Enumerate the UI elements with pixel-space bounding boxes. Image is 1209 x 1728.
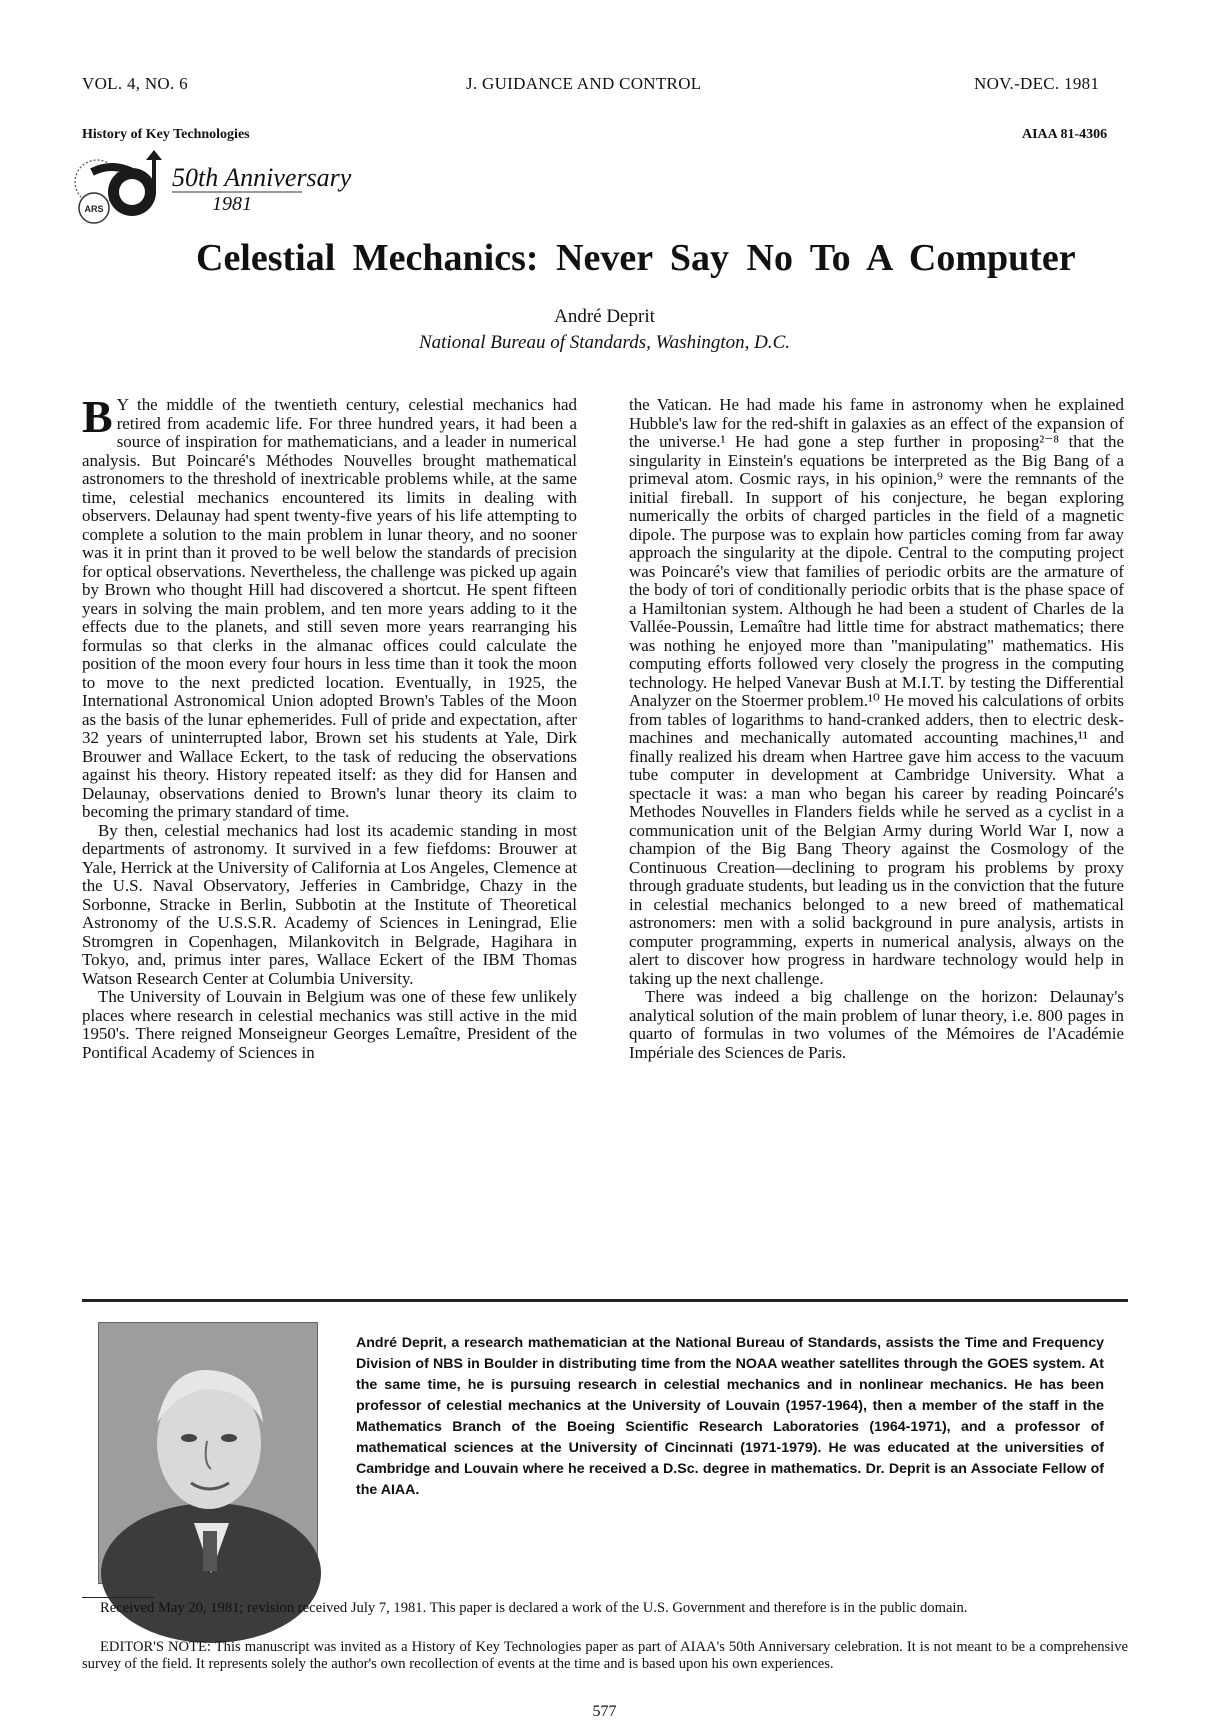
author-name: André Deprit — [554, 306, 655, 327]
paragraph-4: There was indeed a big challenge on the horizon: Delaunay's analytical solution of the main problem of lunar theory, i.e. 800 pages in quarto of formulas in two volumes of the Mémoires de l'Académie Impériale des Sciences de Paris. — [629, 987, 1124, 1062]
article-title: Celestial Mechanics: Never Say No To A Computer — [196, 237, 1076, 279]
section-label: History of Key Technologies — [82, 127, 250, 142]
received-note: Received May 20, 1981; revision received July 7, 1981. This paper is declared a work of the U.S. Government and therefore is in the public domain. — [100, 1600, 968, 1616]
paper-id: AIAA 81-4306 — [1022, 127, 1108, 142]
badge-text: ARS — [84, 204, 104, 214]
issue-date: NOV.-DEC. 1981 — [974, 74, 1100, 93]
journal-name: J. GUIDANCE AND CONTROL — [466, 74, 702, 93]
right-column — [629, 396, 1124, 1062]
drop-cap: B — [82, 391, 113, 442]
editors-note: EDITOR'S NOTE: This manuscript was invited as a History of Key Technologies paper as part of AIAA's 50th Anniversary celebration. It is not meant to be a comprehensive survey of the field. It represents solely the author's own recollection of events at the time and is based upon his own experiences. — [82, 1639, 1128, 1672]
paragraph-1: B Y the middle of the twentieth century, celestial mechanics had retired from academic life. For three hundred years, it had been a source of inspiration for mathematicians, and a leader in numerical analysis. But Poincaré's Méthodes Nouvelles brought mathematical astronomers to the threshold of inextricable problems while, at the same time, celestial mechanics encountered its limits in dealing with observers. Delaunay had spent twenty-five years of his life attempting to complete a solution to the main problem in lunar theory, and no sooner was it in print than it proved to be well below the standards of precision for optical observations. Nevertheless, the challenge was picked up again by Brown who thought Hill had discovered a shortcut. He spent fifteen years in solving the main problem, and ten more years adding to it the effects due to the planets, and still seven more years rearranging his formulas so that clerks in the almanac offices could calculate the position of the moon every four hours in less time than it took the moon to move to the next predicted location. Eventually, in 1925, the International Astronomical Union adopted Brown's Tables of the Moon as the basis of the lunar ephemerides. Full of pride and expectation, after 32 years of uninterrupted labor, Brown set his students at Yale, Dirk Brouwer and Wallace Eckert, to the task of reducing the observations against his theory. History repeated itself: as they did for Hansen and Delaunay, observations denied to Brown's lunar theory its claim to becoming the primary standard of time. — [82, 391, 577, 821]
left-column — [82, 391, 578, 1062]
anniversary-year: 1981 — [212, 193, 252, 215]
author-photo — [98, 1322, 318, 1584]
footnote-rule — [82, 1597, 154, 1598]
paragraph-3-continued: the Vatican. He had made his fame in astronomy when he explained Hubble's law for the red-shift in galaxies as an effect of the expansion of the universe.¹ He had gone a step further in proposing²⁻⁸ that the singularity in Einstein's equations be interpreted as the Big Bang of a primeval atom. Cosmic rays, in his opinion,⁹ were the remnants of the initial fireball. In support of his conjecture, he began exploring numerically the orbits of charged particles in the field of a magnetic dipole. The purpose was to explain how particles coming from far away approach the singularity at the dipole. Central to the computing project was Poincaré's view that families of periodic orbits are the armature of the body of tori of conditionally periodic orbits that is the phase space of a Hamiltonian system. Although he had been a student of Charles de la Vallée-Poussin, Lemaître had little time for abstract mathematics; there was nothing he enjoyed more than "manipulating" mathematics. His computing efforts followed very closely the progress in the computing technology. He helped Vanevar Bush at M.I.T. by testing the Differential Analyzer on the Stoermer problem.¹⁰ He moved his calculations of orbits from tables of logarithms to hand-cranked adders, then to electric desk-machines and mechanically automated accounting machines,¹¹ and finally realized his dream when Hartree gave him access to the vacuum tube computer in development at Cambridge University. What a spectacle it was: a man who began his career by reading Poincaré's Methodes Nouvelles in Flanders fields while he served as a cyclist in a communication unit of the Belgian Army during World War I, now a champion of the Big Bang Theory against the Cosmology of the Continuous Creation—declining to program his problems by proxy through graduate students, but leading us in the conviction that the future in celestial mechanics belonged to a new breed of mathematical astronomers: men with a solid background in pure analysis, artists in computer programming, experts in numerical analysis, always on the alert to discover how progress in hardware technology would help in taking up the next challenge. — [629, 395, 1124, 988]
volume-label: VOL. 4, NO. 6 — [82, 74, 188, 93]
paragraph-2: By then, celestial mechanics had lost its academic standing in most departments of astronomy. It survived in a few fiefdoms: Brouwer at Yale, Herrick at the University of California at Los Angeles, Clemence at the U.S. Naval Observatory, Jefferies in Cambridge, Chazy in the Sorbonne, Stracke in Berlin, Subbotin at the Institute of Theoretical Astronomy of the U.S.S.R. Academy of Sciences in Leningrad, Elie Stromgren in Copenhagen, Milankovitch in Belgrade, Hagihara in Tokyo, and, primus inter pares, Wallace Eckert of the IBM Thomas Watson Research Center at Columbia University. — [82, 820, 578, 988]
anniversary-text: 50th Anniversary — [172, 163, 352, 192]
author-bio: André Deprit, a research mathematician at the National Bureau of Standards, assists the Time and Frequency Division of NBS in Boulder in distributing time from the NOAA weather satellites through the GOES system. At the same time, he is pursuing research in celestial mechanics and in nonlinear mechanics. He has been professor of celestial mechanics at the University of Louvain (1957-1964), then a member of the staff in the Mathematics Branch of the Boeing Scientific Research Laboratories (1964-1971), and a professor of mathematical sciences at the University of Cincinnati (1971-1979). He was educated at the universities of Cambridge and Louvain where he received a D.Sc. degree in mathematics. Dr. Deprit is an Associate Fellow of the AIAA. — [356, 1335, 1104, 1498]
anniversary-logo — [62, 152, 352, 232]
author-affiliation: National Bureau of Standards, Washington, D.C. — [418, 332, 791, 353]
page-number: 577 — [592, 1703, 617, 1720]
paragraph-3: The University of Louvain in Belgium was one of these few unlikely places where research in celestial mechanics was still active in the mid 1950's. There reigned Monseigneur Georges Lemaître, President of the Pontifical Academy of Sciences in — [82, 987, 577, 1062]
divider-rule — [82, 1299, 1128, 1302]
